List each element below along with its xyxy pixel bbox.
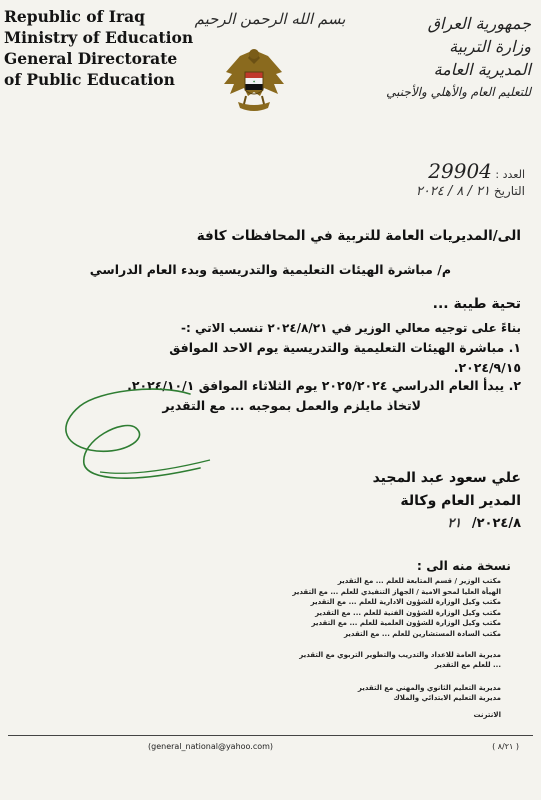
item-one-date: ٢٠٢٤/٩/١٥.: [453, 360, 521, 375]
copies-list-item: ... للعلم مع التقدير: [434, 661, 501, 670]
watermark: [370, 650, 540, 710]
intro-paragraph: بناءً على توجيه معالي الوزير في ٢٠٢٤/٨/٢١ تنسب الاتي :-: [181, 321, 521, 335]
footer-page-number: ( ٨/٢١ ): [492, 742, 519, 751]
iraq-emblem-icon: [218, 42, 290, 124]
header-en-line2: Ministry of Education: [4, 28, 194, 47]
addressee: الى/المديريات العامة للتربية في المحافظات كافة: [196, 228, 521, 244]
closing-line: لاتخاذ مايلزم والعمل بموجبه ... مع التقدير: [162, 398, 421, 413]
copies-list-item: مكتب وكيل الوزارة للشؤون العلمية للعلم ... مع التقدير: [311, 619, 501, 628]
header-ar-line2: وزارة التربية: [449, 37, 531, 56]
basmala: بسم الله الرحمن الرحيم: [194, 10, 346, 28]
header-en-line4: of Public Education: [4, 70, 175, 89]
reference-number-value: 29904: [428, 159, 492, 183]
copies-list-item: مكتب الوزير / قسم المتابعة للعلم ... مع التقدير: [337, 577, 501, 585]
copies-list-item: مكتب السادة المستشارين للعلم ... مع التقدير: [343, 629, 501, 638]
header-arabic: [361, 12, 531, 104]
header-ar-line1: جمهورية العراق: [427, 14, 531, 33]
header-en-line1: Republic of Iraq: [4, 7, 145, 26]
reference-date: [416, 184, 525, 199]
copies-list-item: الانترنت: [473, 710, 501, 719]
copies-list-item: مكتب وكيل الوزارة للشؤون الادارية للعلم ... مع التقدير: [310, 598, 501, 607]
signatory-title: المدير العام وكالة: [400, 493, 521, 509]
footer-divider: [8, 735, 533, 736]
reference-date-value: ٢١ / ٨ / ٢٠٢٤: [415, 184, 491, 199]
header-ar-line4: للتعليم العام والأهلي والأجنبي: [386, 85, 531, 99]
signatory-name: علي سعود عبد المجيد: [372, 470, 521, 486]
copies-list-item: مديرية التعليم الثانوي والمهني مع التقدير: [357, 683, 501, 692]
greeting: تحية طيبة ...: [432, 296, 521, 312]
reference-number-label: العدد :: [495, 168, 525, 181]
copies-title: نسخة منه الى :: [416, 558, 511, 573]
reference-date-label: التاريخ: [493, 184, 525, 198]
copies-list-item: مديرية العامة للاعداد والتدريب والتطوير التربوي مع التقدير: [299, 650, 501, 659]
item-two: ٢. يبدأ العام الدراسي ٢٠٢٥/٢٠٢٤ يوم الثلاثاء الموافق ٢٠٢٤/١٠/١.: [127, 378, 521, 393]
signature-date-value: ٢٠٢٤/٨/: [471, 516, 521, 531]
handwritten-signature-icon: [40, 380, 220, 490]
footer-email: (general_national@yahoo.com): [148, 742, 274, 751]
item-one: ١. مباشرة الهيئات التعليمية والتدريسية يوم الاحد الموافق: [169, 340, 521, 355]
reference-number: [428, 159, 525, 183]
copies-list-item: الهيأة العليا لمحو الامية / الجهاز التنفيذي للعلم ... مع التقدير: [292, 587, 501, 596]
header-english: [4, 6, 193, 90]
svg-text:✶: ✶: [252, 79, 256, 84]
header-en-line3: General Directorate: [4, 49, 178, 68]
signature-date: ٢٠٢٤/٨/ ٢١: [447, 516, 521, 531]
header-ar-line3: المديرية العامة: [433, 60, 531, 79]
copies-list-item: مكتب وكيل الوزارة للشؤون الفنية للعلم ... مع التقدير: [315, 608, 501, 617]
subject-line: م/ مباشرة الهيئات التعليمية والتدريسية وبدء العام الدراسي: [89, 262, 451, 277]
copies-list-item: مديرية التعليم الابتدائي والملاك: [393, 694, 501, 703]
